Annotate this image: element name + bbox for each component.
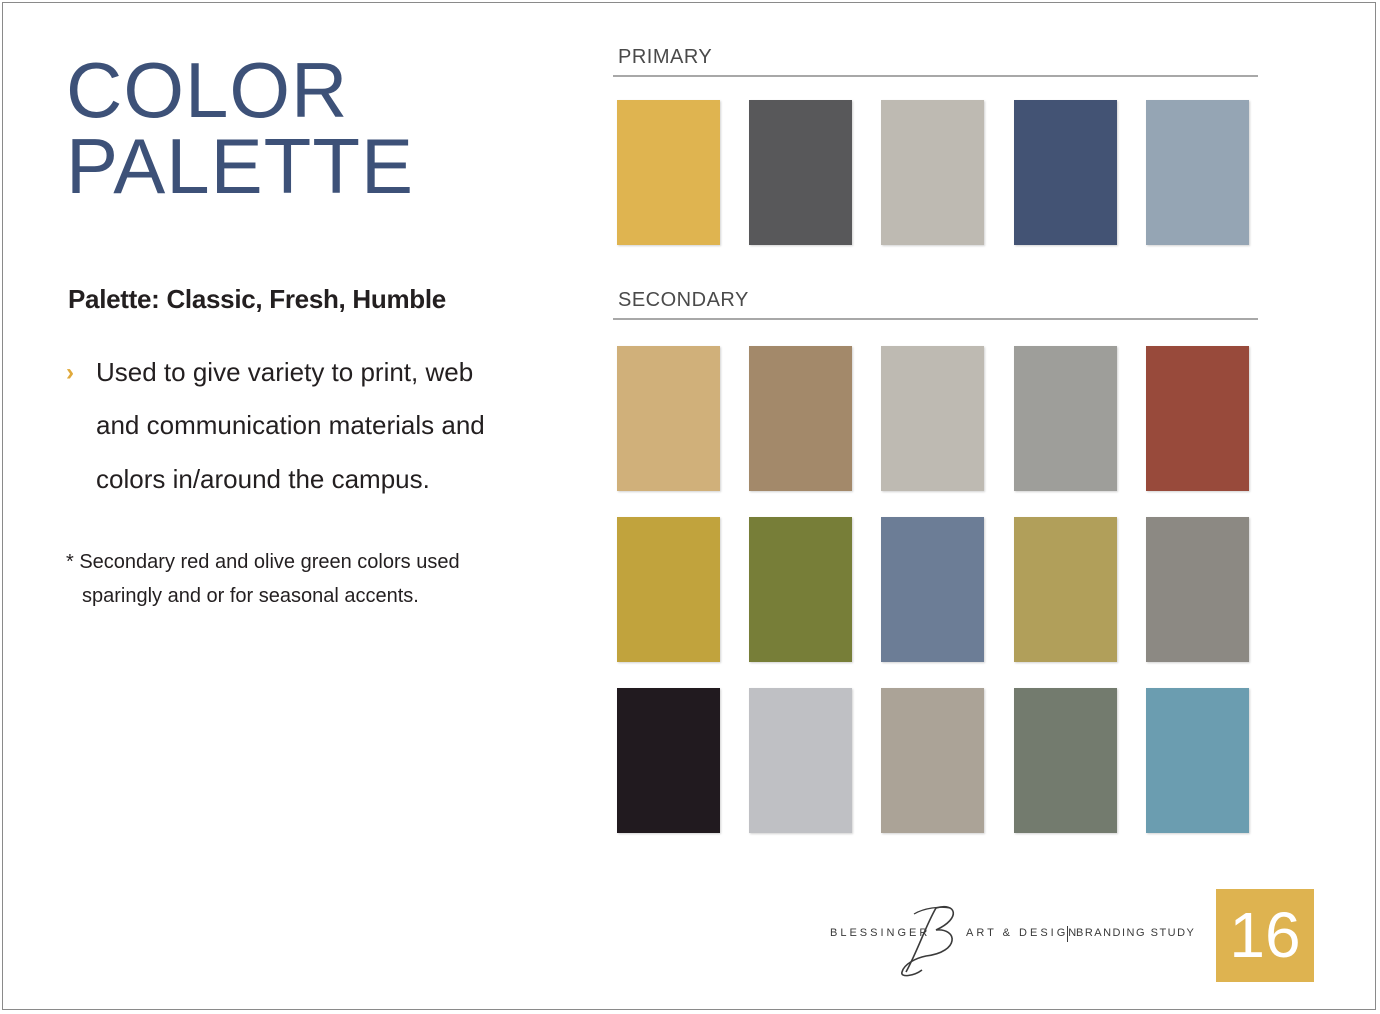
- primary-swatch-5: [1146, 100, 1249, 245]
- secondary-swatch-r1-c5: [1146, 346, 1249, 491]
- secondary-swatch-r1-c4: [1014, 346, 1117, 491]
- secondary-swatch-r2-c1: [617, 517, 720, 662]
- chevron-right-icon: ›: [66, 359, 74, 386]
- bullet-line-1: Used to give variety to print, web: [96, 357, 474, 387]
- secondary-swatch-r2-c4: [1014, 517, 1117, 662]
- footer-brand-left: BLESSINGER: [830, 927, 931, 939]
- secondary-swatch-r1-c1: [617, 346, 720, 491]
- bullet-line-3: colors in/around the campus.: [96, 464, 430, 494]
- secondary-label: SECONDARY: [618, 289, 749, 311]
- page-number: 16: [1229, 899, 1301, 971]
- secondary-swatch-r2-c3: [881, 517, 984, 662]
- footnote-line-1: * Secondary red and olive green colors used: [66, 551, 460, 573]
- primary-swatch-1: [617, 100, 720, 245]
- secondary-swatch-r2-c2: [749, 517, 852, 662]
- palette-subtitle: Palette: Classic, Fresh, Humble: [68, 284, 446, 314]
- secondary-swatch-r3-c1: [617, 688, 720, 833]
- bullet-line-2: and communication materials and: [96, 410, 485, 440]
- footer-brand-right: ART & DESIGN: [966, 927, 1080, 939]
- secondary-swatch-r3-c3: [881, 688, 984, 833]
- secondary-swatch-r3-c2: [749, 688, 852, 833]
- primary-swatch-4: [1014, 100, 1117, 245]
- footnote: [66, 545, 460, 613]
- secondary-swatch-r1-c2: [749, 346, 852, 491]
- title-line-2: PALETTE: [66, 122, 414, 210]
- title-line-1: COLOR: [66, 46, 349, 134]
- secondary-swatch-r1-c3: [881, 346, 984, 491]
- page-title: [66, 46, 414, 210]
- primary-label: PRIMARY: [618, 46, 713, 68]
- brand-monogram-logo: [896, 900, 966, 980]
- secondary-divider: [613, 318, 1258, 320]
- page-number-badge: [1216, 889, 1314, 982]
- secondary-swatch-r3-c5: [1146, 688, 1249, 833]
- footer-section: BRANDING STUDY: [1076, 927, 1196, 939]
- secondary-swatch-r3-c4: [1014, 688, 1117, 833]
- primary-swatch-3: [881, 100, 984, 245]
- primary-divider: [613, 75, 1258, 77]
- primary-swatch-2: [749, 100, 852, 245]
- footer-divider: [1067, 926, 1068, 942]
- secondary-swatch-r2-c5: [1146, 517, 1249, 662]
- footnote-line-2: sparingly and or for seasonal accents.: [82, 585, 419, 607]
